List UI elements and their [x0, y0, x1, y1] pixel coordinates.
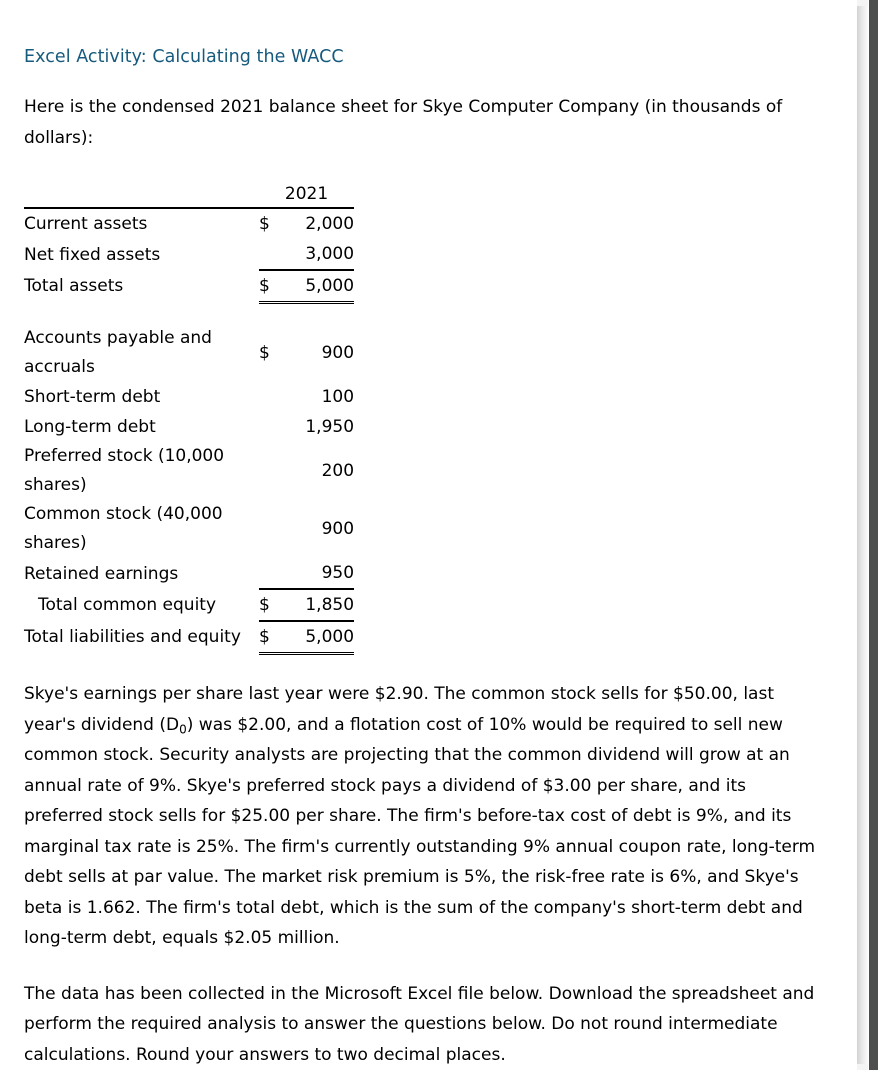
intro-paragraph: Here is the condensed 2021 balance sheet for Skye Computer Company (in thousands of dollars):: [24, 97, 783, 148]
assets-row-value: 3,000: [285, 239, 354, 270]
liabilities-row-currency: [259, 382, 285, 412]
liabilities-row-label: Retained earnings: [24, 563, 179, 584]
section-gap-row: [24, 303, 354, 325]
balance-sheet-wrapper: [24, 153, 851, 655]
liabilities-row-currency: [259, 558, 285, 589]
header-blank-cell: [24, 181, 259, 207]
table-row: [24, 589, 354, 621]
data-instructions-paragraph: The data has been collected in the Microsoft Excel file below. Download the spreadsheet and perform the required analysis to answer the questions below. Do not round intermediate calculations. Round your answers to two decimal places.: [24, 983, 815, 1065]
table-row: [24, 270, 354, 303]
assets-row-label: Total assets: [24, 276, 124, 297]
vertical-scrollbar-thumb[interactable]: [857, 6, 868, 1064]
assets-row-label: Current assets: [24, 214, 148, 234]
assets-row-currency: $: [259, 270, 285, 303]
assets-row-currency: $: [259, 214, 270, 234]
liabilities-row-value: 900: [321, 343, 355, 363]
table-row: [24, 412, 354, 442]
liabilities-row-value: 200: [321, 461, 355, 481]
page-title: Excel Activity: Calculating the WACC: [24, 47, 344, 67]
assets-row-value: 2,000: [305, 214, 355, 234]
assets-row-currency: [259, 239, 285, 270]
liabilities-row-value: 1,950: [305, 417, 355, 437]
liabilities-row-value: 900: [321, 519, 355, 539]
facts-part-two: ) was $2.00, and a flotation cost of 10% would be required to sell new common stock. Security analysts are projecting that the common dividend will grow at an annual rate of 9%. Skye's preferred stock pays a dividend of $3.00 per share, and its preferred stock sells for $25.00 per share. The firm's before-tax cost of debt is 9%, and its marginal tax rate is 25%. The firm's currently outstanding 9% annual coupon rate, long-term debt sells at par value. The market risk premium is 5%, the risk-free rate is 6%, and Skye's beta is 1.662. The firm's total debt, which is the sum of the company's short-term debt and long-term debt, equals $2.05 million.: [24, 714, 816, 948]
balance-sheet-table: [24, 181, 354, 655]
liabilities-row-currency: $: [259, 621, 285, 654]
liabilities-row-value: 100: [321, 387, 355, 407]
liabilities-row-value: 5,000: [285, 621, 354, 654]
window-right-edge: [869, 0, 878, 1070]
liabilities-row-value: 950: [285, 558, 354, 589]
balance-sheet-header-row: [24, 181, 354, 207]
liabilities-row-currency: [259, 442, 285, 500]
liabilities-row-label: Common stock (40,000 shares): [24, 504, 223, 553]
liabilities-row-currency: $: [259, 343, 270, 363]
liabilities-row-currency: [259, 412, 285, 442]
table-row: [24, 324, 354, 382]
table-row: [24, 558, 354, 589]
table-row: [24, 442, 354, 500]
assets-row-label: Net fixed assets: [24, 244, 161, 265]
liabilities-row-label: Short-term debt: [24, 387, 161, 407]
dividend-subscript: 0: [179, 721, 187, 736]
liabilities-row-currency: $: [259, 589, 285, 621]
liabilities-row-label: Total common equity: [38, 595, 217, 615]
liabilities-row-label: Accounts payable and accruals: [24, 328, 212, 377]
facts-paragraph: [24, 655, 824, 954]
assets-row-value: 5,000: [285, 270, 354, 303]
liabilities-row-label: Long-term debt: [24, 417, 156, 437]
table-row: [24, 621, 354, 654]
liabilities-row-label: Total liabilities and equity: [24, 626, 241, 647]
table-row: [24, 382, 354, 412]
table-row: [24, 500, 354, 558]
liabilities-row-label: Preferred stock (10,000 shares): [24, 446, 225, 495]
section-gap: [24, 303, 354, 325]
table-row: [24, 208, 354, 239]
facts-part-one: Skye's earnings per share last year were $2.90. The common stock sells for $50.00, last year's dividend (D: [24, 684, 775, 735]
liabilities-row-currency: [259, 500, 285, 558]
year-column-header: 2021: [284, 184, 329, 204]
table-row: [24, 239, 354, 270]
liabilities-row-value: 1,850: [285, 589, 354, 621]
